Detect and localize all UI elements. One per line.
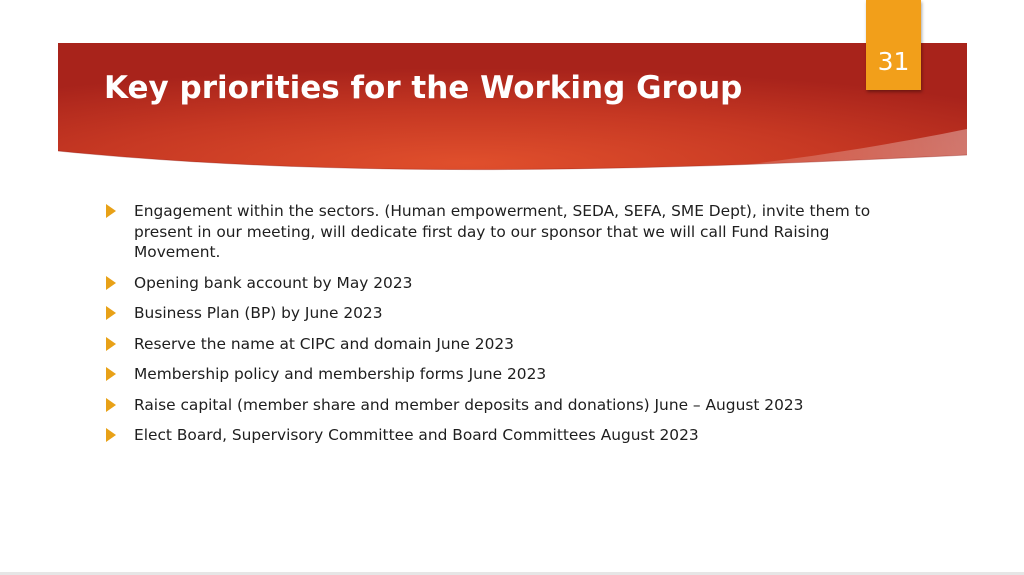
triangle-bullet-icon: [106, 337, 116, 351]
bullet-text: Elect Board, Supervisory Committee and Board Committees August 2023: [134, 426, 699, 444]
bullet-item: [104, 273, 894, 294]
bullet-item: [104, 303, 894, 324]
triangle-bullet-icon: [106, 276, 116, 290]
title-banner: [58, 43, 967, 183]
triangle-bullet-icon: [106, 398, 116, 412]
title-banner-shape: [58, 43, 967, 183]
slide-title: Key priorities for the Working Group: [104, 70, 743, 106]
bullet-list: [104, 201, 894, 456]
triangle-bullet-icon: [106, 306, 116, 320]
bullet-text: Opening bank account by May 2023: [134, 273, 413, 292]
triangle-bullet-icon: [106, 428, 116, 442]
bullet-text: Membership policy and membership forms June 2023: [134, 365, 547, 383]
bullet-text: Business Plan (BP) by June 2023: [134, 304, 383, 322]
bullet-text: Engagement within the sectors. (Human empowerment, SEDA, SEFA, SME Dept), invite them to present in our meeting, will dedicate first day to our sponsor that we will call Fund Raising Movement.: [134, 202, 871, 261]
page-number: 31: [877, 47, 910, 76]
triangle-bullet-icon: [106, 367, 116, 381]
bullet-item: [104, 201, 894, 263]
bullet-item: [104, 334, 894, 355]
bullet-text: Reserve the name at CIPC and domain June 2023: [134, 334, 514, 353]
bullet-item: [104, 364, 894, 385]
bullet-text: Raise capital (member share and member deposits and donations) June – August 2023: [134, 395, 804, 414]
bullet-item: [104, 395, 894, 416]
page-number-badge: [866, 0, 921, 90]
triangle-bullet-icon: [106, 204, 116, 218]
bullet-item: [104, 425, 894, 446]
